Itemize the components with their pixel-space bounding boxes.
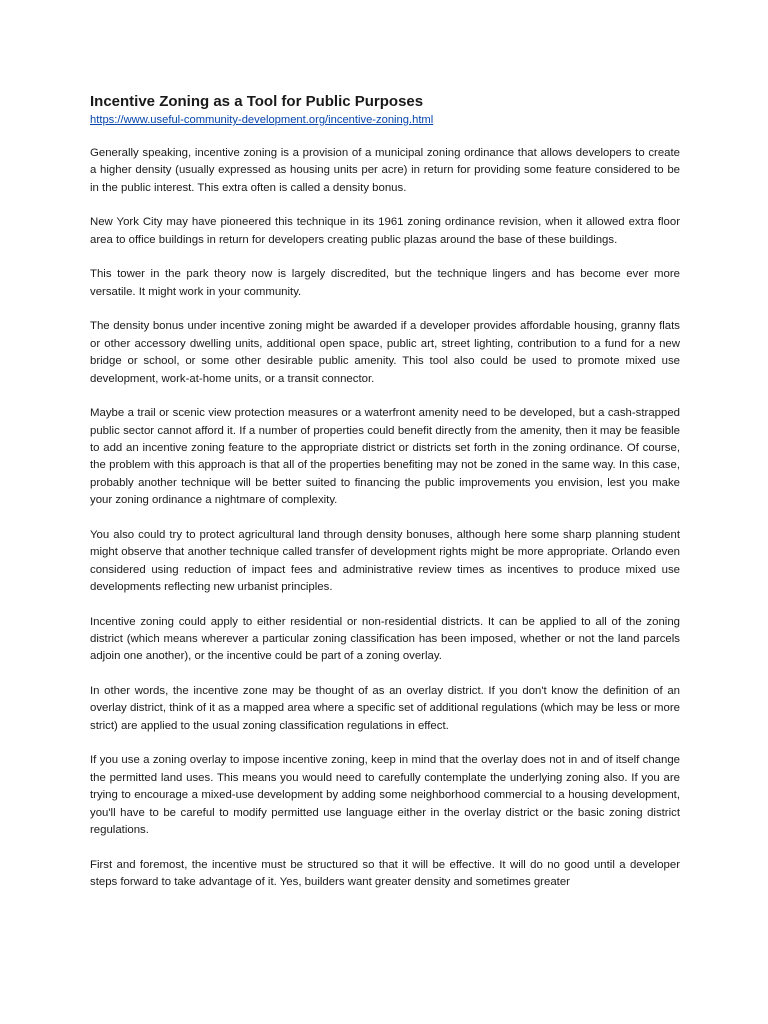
- paragraph: The density bonus under incentive zoning might be awarded if a developer provides affordable housing, granny flats or other accessory dwelling units, additional open space, public art, street lighting, contribution to a fund for a new bridge or school, or some other desirable public amenity. This tool also could be used to promote mixed use development, work-at-home units, or a transit connector.: [90, 320, 680, 385]
- paragraph: In other words, the incentive zone may be thought of as an overlay district. If you don't know the definition of an overlay district, think of it as a mapped area where a specific set of additional regulations (which may be less or more strict) are applied to the usual zoning classification regulations in effect.: [90, 685, 680, 732]
- document-page: [90, 92, 680, 909]
- paragraph: Incentive zoning could apply to either residential or non-residential districts. It can be applied to all of the zoning district (which means wherever a particular zoning classification has been imposed, whether or not the land parcels adjoin one another), or the incentive could be part of a zoning overlay.: [90, 615, 680, 663]
- paragraph: You also could try to protect agricultural land through density bonuses, although here some sharp planning student might observe that another technique called transfer of development rights might be more appropriate. Orlando even considered using reduction of impact fees and administrative review times as incentives to produce mixed use developments reflecting new urbanist principles.: [90, 528, 680, 594]
- document-title: Incentive Zoning as a Tool for Public Purposes: [90, 93, 424, 110]
- paragraph: Maybe a trail or scenic view protection measures or a waterfront amenity need to be developed, but a cash-strapped public sector cannot afford it. If a number of properties could benefit directly from the amenity, then it may be feasible to add an incentive zoning feature to the appropriate district or districts set forth in the zoning ordinance. Of course, the problem with this approach is that all of the properties benefiting may not be zoned in the same way. In this case, probably another technique will be better suited to financing the public improvements you envision, lest you make your zoning ordinance a nightmare of complexity.: [90, 407, 680, 507]
- source-link[interactable]: https://www.useful-community-development.org/incentive-zoning.html: [90, 114, 434, 126]
- paragraph: If you use a zoning overlay to impose incentive zoning, keep in mind that the overlay does not in and of itself change the permitted land uses. This means you would need to carefully contemplate the underlying zoning also. If you are trying to encourage a mixed-use development by adding some neighborhood commercial to a housing development, you'll have to be careful to modify permitted use language either in the overlay district or the basic zoning district regulations.: [90, 754, 680, 837]
- paragraph: First and foremost, the incentive must be structured so that it will be effective. It will do no good until a developer steps forward to take advantage of it. Yes, builders want greater density and sometimes greater: [90, 858, 680, 889]
- paragraph: New York City may have pioneered this technique in its 1961 zoning ordinance revision, when it allowed extra floor area to office buildings in return for developers creating public plazas around the base of these buildings.: [90, 216, 680, 246]
- paragraph: Generally speaking, incentive zoning is a provision of a municipal zoning ordinance that allows developers to create a higher density (usually expressed as housing units per acre) in return for providing some feature considered to be in the public interest. This extra often is called a density bonus.: [90, 147, 680, 194]
- paragraph: This tower in the park theory now is largely discredited, but the technique lingers and has become ever more versatile. It might work in your community.: [90, 268, 680, 298]
